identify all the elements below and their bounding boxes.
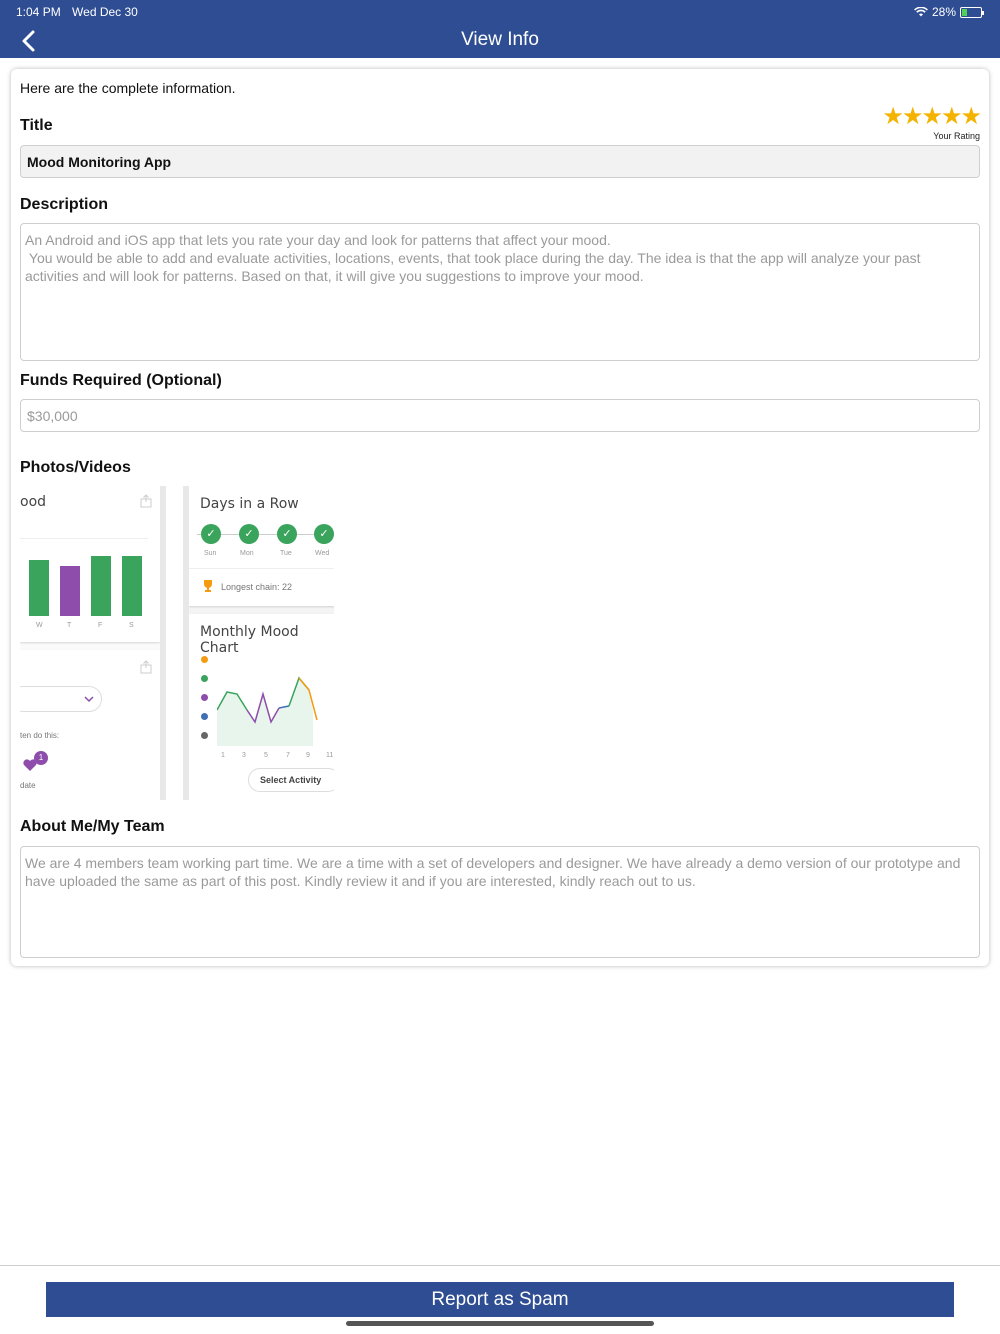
- check-icon: ✓: [239, 524, 259, 544]
- bar-s: [122, 556, 142, 616]
- home-indicator[interactable]: [346, 1321, 654, 1326]
- x-tick: 3: [242, 752, 246, 759]
- rating: [882, 105, 980, 141]
- chevron-down-icon: [84, 695, 94, 703]
- x-tick: 5: [264, 752, 268, 759]
- legend-dot: [201, 713, 208, 720]
- day-label: S: [129, 622, 134, 629]
- x-tick: 1: [221, 752, 225, 759]
- date-label: date: [20, 781, 36, 790]
- media-label: Photos/Videos: [20, 459, 131, 476]
- wifi-icon: [914, 7, 928, 17]
- funds-label: Funds Required (Optional): [20, 372, 222, 389]
- legend-dot: [201, 694, 208, 701]
- mood-line-chart: [217, 650, 334, 746]
- check-icon: ✓: [314, 524, 334, 544]
- day-label: Sun: [204, 550, 217, 557]
- title-field[interactable]: Mood Monitoring App: [20, 145, 980, 178]
- star-rating-icon: ★★★★★: [882, 103, 980, 130]
- page-title: View Info: [461, 29, 539, 50]
- chain-text: Longest chain: 22: [221, 582, 293, 592]
- days-heading: Days in a Row: [200, 496, 299, 512]
- share-icon: [140, 494, 152, 508]
- monthly-chart-card: [189, 614, 334, 800]
- activity-card: [20, 650, 160, 800]
- x-tick: 7: [286, 752, 290, 759]
- funds-field[interactable]: $30,000: [20, 399, 980, 432]
- mood-heading: ood: [20, 494, 47, 510]
- battery-level: [962, 9, 967, 16]
- status-bar-right: [914, 5, 982, 19]
- media-screenshot-1[interactable]: [20, 486, 166, 800]
- battery-charging-icon: [960, 7, 982, 18]
- share-icon: [140, 660, 152, 674]
- check-icon: ✓: [277, 524, 297, 544]
- trophy-icon: [202, 579, 214, 592]
- day-label: Mon: [240, 550, 254, 557]
- day-label: Tue: [280, 550, 292, 557]
- battery-percent: 28%: [931, 5, 956, 19]
- report-spam-button[interactable]: Report as Spam: [46, 1282, 954, 1317]
- mood-bar-chart: [20, 554, 150, 616]
- description-label: Description: [20, 196, 109, 213]
- status-date: Wed Dec 30: [72, 5, 138, 19]
- day-label: F: [98, 622, 103, 629]
- streak-card: [189, 486, 334, 606]
- bar-w: [29, 560, 49, 616]
- navigation-bar: [0, 0, 1000, 58]
- footer-divider: [0, 1265, 1000, 1266]
- day-label: Wed: [315, 550, 330, 557]
- day-label: W: [36, 622, 43, 629]
- bar-t: [60, 566, 80, 616]
- media-preview[interactable]: [20, 486, 334, 800]
- status-bar-left: [16, 5, 146, 19]
- description-field[interactable]: An Android and iOS app that lets you rate your day and look for patterns that affect your mood. You would be able to add and evaluate activities, locations, events, that took place during the day. The idea is that the app will analyze your past activities and will look for patterns. Based on that, it will give you suggestions to improve your mood.: [20, 223, 980, 361]
- activity-dropdown: [20, 686, 102, 712]
- bar-f: [91, 556, 111, 616]
- chart-heading: Monthly Mood Chart: [200, 624, 299, 656]
- intro-text: Here are the complete information.: [20, 80, 236, 96]
- count-badge: 1: [34, 751, 48, 765]
- media-screenshot-2[interactable]: [183, 486, 334, 800]
- about-field[interactable]: We are 4 members team working part time. We are a time with a set of developers and designer. We have already a demo version of our prototype and have uploaded the same as part of this post. Kindly review it and if you are interested, kindly reach out to us.: [20, 846, 980, 958]
- about-label: About Me/My Team: [20, 818, 165, 835]
- legend-dot: [201, 656, 208, 663]
- x-tick: 9: [306, 752, 310, 759]
- status-time: 1:04 PM: [16, 5, 61, 19]
- legend-dot: [201, 732, 208, 739]
- day-label: T: [67, 622, 72, 629]
- rating-label: Your Rating: [933, 131, 980, 141]
- check-icon: ✓: [201, 524, 221, 544]
- select-activity-button: Select Activity: [248, 768, 334, 792]
- mood-card: [20, 486, 160, 642]
- x-tick: 11: [326, 752, 334, 759]
- legend-dot: [201, 675, 208, 682]
- title-label: Title: [20, 117, 53, 134]
- info-card: [11, 69, 989, 966]
- hint-text: ten do this:: [20, 731, 60, 740]
